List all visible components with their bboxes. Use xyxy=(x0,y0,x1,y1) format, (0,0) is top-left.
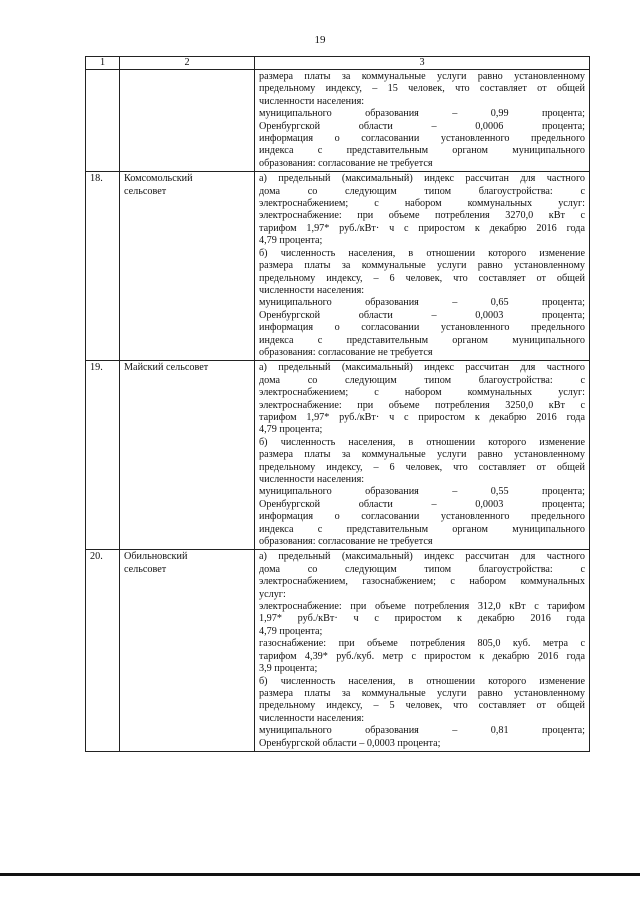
description-line: электроснабжение: при объеме потребления 3270,0 кВт с xyxy=(259,210,585,222)
municipality-name-line: сельсовет xyxy=(124,185,167,197)
description-line: электроснабжением; с набором коммунальных услуг: xyxy=(259,387,585,399)
description-line: тарифом 1,97* руб./кВт· ч с приростом к декабрю 2016 года xyxy=(259,222,585,234)
description-line: а) предельный (максимальный) индекс рассчитан для частного xyxy=(259,551,585,563)
description-line: услуг: xyxy=(259,588,286,600)
description-line: 1,97* руб./кВт· ч с приростом к декабрю 2016 года xyxy=(259,613,585,625)
description-line: 3,9 процента; xyxy=(259,663,318,675)
municipality-name xyxy=(120,70,255,172)
description-line: б) численность населения, в отношении которого изменение xyxy=(259,675,585,687)
description-line: образования: согласование не требуется xyxy=(259,346,433,358)
description-line: предельному индексу, – 6 человек, что составляет от общей xyxy=(259,272,585,284)
description-line: б) численность населения, в отношении которого изменение xyxy=(259,247,585,259)
description-line: 4,79 процента; xyxy=(259,235,323,247)
table-row xyxy=(86,361,590,550)
description-line: Оренбургской области – 0,0006 процента; xyxy=(259,120,585,132)
row-number: 20. xyxy=(86,550,120,752)
description-line: Оренбургской области – 0,0003 процента; xyxy=(259,737,441,749)
description-line: предельному индексу, – 15 человек, что составляет от общей xyxy=(259,83,585,95)
column-header-2: 2 xyxy=(120,57,255,70)
description-line: газоснабжение: при объеме потребления 805,0 куб. метра с xyxy=(259,638,585,650)
municipality-name-line: Комсомольский xyxy=(124,173,193,185)
table-body xyxy=(86,70,590,752)
description-line: численности населения: xyxy=(259,712,365,724)
description-line: численности населения: xyxy=(259,284,365,296)
description-line: индекса с представительным органом муниципального xyxy=(259,523,585,535)
index-description xyxy=(255,172,590,361)
description-line: численности населения: xyxy=(259,474,365,485)
description-line: индекса с представительным органом муниципального xyxy=(259,334,585,346)
description-line: тарифом 1,97* руб./кВт· ч с приростом к декабрю 2016 года xyxy=(259,411,585,423)
municipality-name-line: сельсовет xyxy=(124,563,167,575)
document-table xyxy=(85,56,590,752)
description-line: электроснабжение: при объеме потребления 312,0 кВт с тарифом xyxy=(259,601,585,613)
municipality-name-line: Обильновский xyxy=(124,551,188,563)
description-line: размера платы за коммунальные услуги равно установленному xyxy=(259,687,585,699)
description-line: муниципального образования – 0,65 процента; xyxy=(259,297,585,309)
description-line: размера платы за коммунальные услуги равно установленному xyxy=(259,449,585,461)
description-line: а) предельный (максимальный) индекс рассчитан для частного xyxy=(259,173,585,185)
table-header-row xyxy=(86,57,590,70)
description-line: дома со следующим типом благоустройства: с xyxy=(259,185,585,197)
municipality-name-line: Майский сельсовет xyxy=(124,362,209,374)
description-line: образования: согласование не требуется xyxy=(259,157,433,169)
description-line: Оренбургской области – 0,0003 процента; xyxy=(259,498,585,510)
row-number: 18. xyxy=(86,172,120,361)
description-line: тарифом 4,39* руб./куб. метр с приростом к декабрю 2016 года xyxy=(259,650,585,662)
table-row xyxy=(86,550,590,752)
description-line: образования: согласование не требуется xyxy=(259,536,433,548)
description-line: электроснабжением, газоснабжением; с набором коммунальных xyxy=(259,576,585,588)
description-line: электроснабжение: при объеме потребления 3250,0 кВт с xyxy=(259,399,585,411)
description-line: предельному индексу, – 5 человек, что составляет от общей xyxy=(259,700,585,712)
description-line: размера платы за коммунальные услуги равно установленному xyxy=(259,71,585,82)
index-description xyxy=(255,70,590,172)
municipality-name xyxy=(120,361,255,550)
column-header-3: 3 xyxy=(255,57,590,70)
municipality-name xyxy=(120,550,255,752)
description-line: муниципального образования – 0,81 процента; xyxy=(259,725,585,737)
description-line: а) предельный (максимальный) индекс рассчитан для частного xyxy=(259,362,585,374)
bottom-rule xyxy=(0,873,640,876)
description-line: размера платы за коммунальные услуги равно установленному xyxy=(259,260,585,272)
description-line: информация о согласовании установленного предельного xyxy=(259,133,585,145)
description-line: индекса с представительным органом муниципального xyxy=(259,145,585,157)
municipality-name xyxy=(120,172,255,361)
description-line: дома со следующим типом благоустройства: с xyxy=(259,563,585,575)
table-row xyxy=(86,70,590,172)
index-description xyxy=(255,361,590,550)
table-row xyxy=(86,172,590,361)
description-line: муниципального образования – 0,99 процента; xyxy=(259,108,585,120)
column-header-1: 1 xyxy=(86,57,120,70)
description-line: 4,79 процента; xyxy=(259,424,323,436)
description-line: муниципального образования – 0,55 процента; xyxy=(259,486,585,498)
description-line: Оренбургской области – 0,0003 процента; xyxy=(259,309,585,321)
description-line: дома со следующим типом благоустройства: с xyxy=(259,374,585,386)
page-number: 19 xyxy=(314,34,326,46)
row-number xyxy=(86,70,120,172)
row-number: 19. xyxy=(86,361,120,550)
description-line: 4,79 процента; xyxy=(259,625,323,637)
description-line: численности населения: xyxy=(259,95,365,107)
description-line: предельному индексу, – 6 человек, что составляет от общей xyxy=(259,461,585,473)
description-line: информация о согласовании установленного предельного xyxy=(259,322,585,334)
description-line: электроснабжением; с набором коммунальных услуг: xyxy=(259,198,585,210)
index-description xyxy=(255,550,590,752)
description-line: б) численность населения, в отношении которого изменение xyxy=(259,436,585,448)
description-line: информация о согласовании установленного предельного xyxy=(259,511,585,523)
